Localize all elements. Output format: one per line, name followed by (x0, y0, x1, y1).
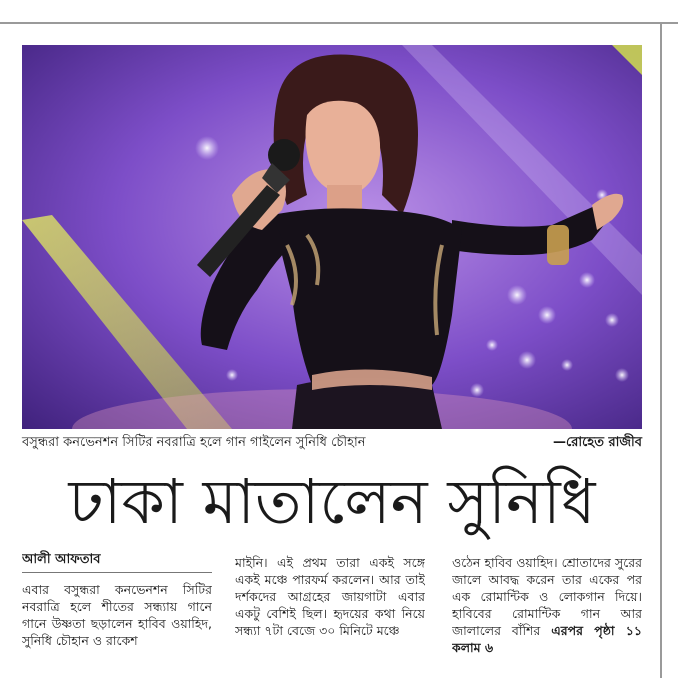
article-column-2-text: মাইনি। এই প্রথম তারা একই সঙ্গে একই মঞ্চে পারফর্ম করলেন। আর তাই দর্শকদের আগ্রহের জায়গাটা এবার একটু বেশিই ছিল। হৃদয়ের কথা নিয়ে সন্ধ্যা ৭টা বেজে ৩০ মিনিটে মঞ্চে (235, 555, 425, 638)
article-column-2 (235, 554, 425, 674)
article-column-3-text: ওঠেন হাবিব ওয়াহিদ। শ্রোতাদের সুরের জালে আবদ্ধ করেন তার একের পর এক রোমান্টিক ও লোকগান দিয়ে। হাবিবের রোমান্টিক গান আর জালালের বাঁশির (452, 555, 642, 638)
article-column-3 (452, 554, 642, 674)
photo-caption: বসুন্ধরা কনভেনশন সিটির নবরাত্রি হলে গান গাইলেন সুনিধি চৌহান (22, 435, 366, 450)
photo-caption-row (22, 432, 642, 454)
concert-singer-photo (22, 45, 642, 429)
photo-credit: —রোহেত রাজীব (552, 435, 642, 450)
headline: ঢাকা মাতালেন সুনিধি (68, 465, 596, 538)
continued-on-page[interactable]: এরপর পৃষ্ঠা ১১ কলাম ৬ (452, 623, 642, 655)
top-rule (0, 22, 678, 24)
right-rule (660, 22, 662, 678)
byline: আলী আফতাব (22, 552, 101, 567)
article-column-1 (22, 550, 212, 670)
byline-divider (22, 550, 212, 573)
article-column-1-text: এবার বসুন্ধরা কনভেনশন সিটির নবরাত্রি হলে শীতের সন্ধ্যায় গানে গানে উষ্ণতা ছড়ালেন হাবিব ওয়াহিদ, সুনিধি চৌহান ও রাকেশ (22, 582, 212, 648)
